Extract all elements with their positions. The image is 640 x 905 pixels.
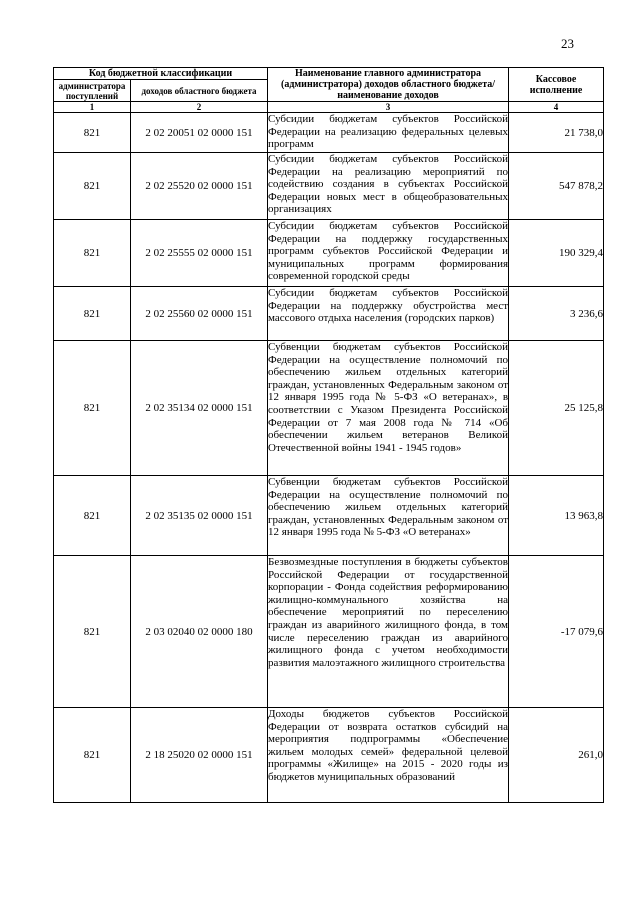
- income-code: 2 02 20051 02 0000 151: [131, 113, 268, 153]
- execution-amount: -17 079,6: [509, 556, 604, 708]
- income-code: 2 02 25560 02 0000 151: [131, 287, 268, 341]
- admin-code: 821: [54, 220, 131, 287]
- budget-table: [53, 67, 604, 803]
- execution-amount: 547 878,2: [509, 153, 604, 220]
- admin-code: 821: [54, 556, 131, 708]
- execution-amount: 261,0: [509, 708, 604, 803]
- income-name: Субвенции бюджетам субъектов Российской Федерации на осуществление полномочий по обеспечению жильем отдельных категорий граждан, установленных Федеральным законом от 12 января 1995 года № 5-ФЗ «О ветеранах», в соответствии с Указом Президента Российской Федерации от 7 мая 2008 года № 714 «Об обеспечении жильем ветеранов Великой Отечественной войны 1941 - 1945 годов»: [268, 341, 509, 476]
- income-code: 2 18 25020 02 0000 151: [131, 708, 268, 803]
- income-name: Субсидии бюджетам субъектов Российской Федерации на реализацию федеральных целевых программ: [268, 113, 509, 153]
- income-code: 2 02 25520 02 0000 151: [131, 153, 268, 220]
- table-row: [54, 113, 604, 153]
- table-header: [54, 68, 604, 113]
- income-name: Субсидии бюджетам субъектов Российской Федерации на реализацию мероприятий по содействию создания в субъектах Российской Федерации новых мест в общеобразовательных организациях: [268, 153, 509, 220]
- table-row: [54, 153, 604, 220]
- column-number-2: 2: [131, 102, 268, 113]
- page-number: 23: [561, 36, 574, 51]
- admin-code: 821: [54, 708, 131, 803]
- execution-amount: 13 963,8: [509, 476, 604, 556]
- column-number-3: 3: [268, 102, 509, 113]
- income-name: Субвенции бюджетам субъектов Российской Федерации на осуществление полномочий по обеспечению жильем отдельных категорий граждан, установленных Федеральным законом от 12 января 1995 года № 5-ФЗ «О ветеранах»: [268, 476, 509, 556]
- column-number-4: 4: [509, 102, 604, 113]
- execution-amount: 3 236,6: [509, 287, 604, 341]
- execution-amount: 21 738,0: [509, 113, 604, 153]
- table-row: [54, 476, 604, 556]
- table-row: [54, 341, 604, 476]
- name-header: Наименование главного администратора (администратора) доходов областного бюджета/ наименование доходов: [268, 68, 509, 102]
- table-row: [54, 220, 604, 287]
- table-row: [54, 708, 604, 803]
- income-name: Субсидии бюджетам субъектов Российской Федерации на поддержку государственных программ субъектов Российской Федерации и муниципальных программ формирования современной городской среды: [268, 220, 509, 287]
- table-body: [54, 113, 604, 803]
- income-code: 2 02 35134 02 0000 151: [131, 341, 268, 476]
- admin-code: 821: [54, 341, 131, 476]
- admin-header: администратора поступлений: [54, 80, 131, 102]
- admin-code: 821: [54, 287, 131, 341]
- income-code: 2 02 25555 02 0000 151: [131, 220, 268, 287]
- income-code: 2 03 02040 02 0000 180: [131, 556, 268, 708]
- admin-code: 821: [54, 153, 131, 220]
- income-header: доходов областного бюджета: [131, 80, 268, 102]
- classification-header: Код бюджетной классификации: [54, 68, 268, 80]
- execution-amount: 190 329,4: [509, 220, 604, 287]
- table-row: [54, 287, 604, 341]
- income-code: 2 02 35135 02 0000 151: [131, 476, 268, 556]
- income-name: Доходы бюджетов субъектов Российской Федерации от возврата остатков субсидий на мероприятия подпрограммы «Обеспечение жильем молодых семей» федеральной целевой программы «Жилище» на 2015 - 2020 годы из бюджетов муниципальных образований: [268, 708, 509, 803]
- execution-header: Кассовое исполнение: [509, 68, 604, 102]
- column-number-1: 1: [54, 102, 131, 113]
- income-name: Безвозмездные поступления в бюджеты субъектов Российской Федерации от государственной корпорации - Фонда содействия реформированию жилищно-коммунального хозяйства на обеспечение мероприятий по переселению граждан из аварийного жилищного фонда, в том числе переселению граждан из аварийного жилищного фонда с учетом необходимости развития малоэтажного жилищного строительства: [268, 556, 509, 708]
- income-name: Субсидии бюджетам субъектов Российской Федерации на поддержку обустройства мест массового отдыха населения (городских парков): [268, 287, 509, 341]
- admin-code: 821: [54, 113, 131, 153]
- table-row: [54, 556, 604, 708]
- execution-amount: 25 125,8: [509, 341, 604, 476]
- admin-code: 821: [54, 476, 131, 556]
